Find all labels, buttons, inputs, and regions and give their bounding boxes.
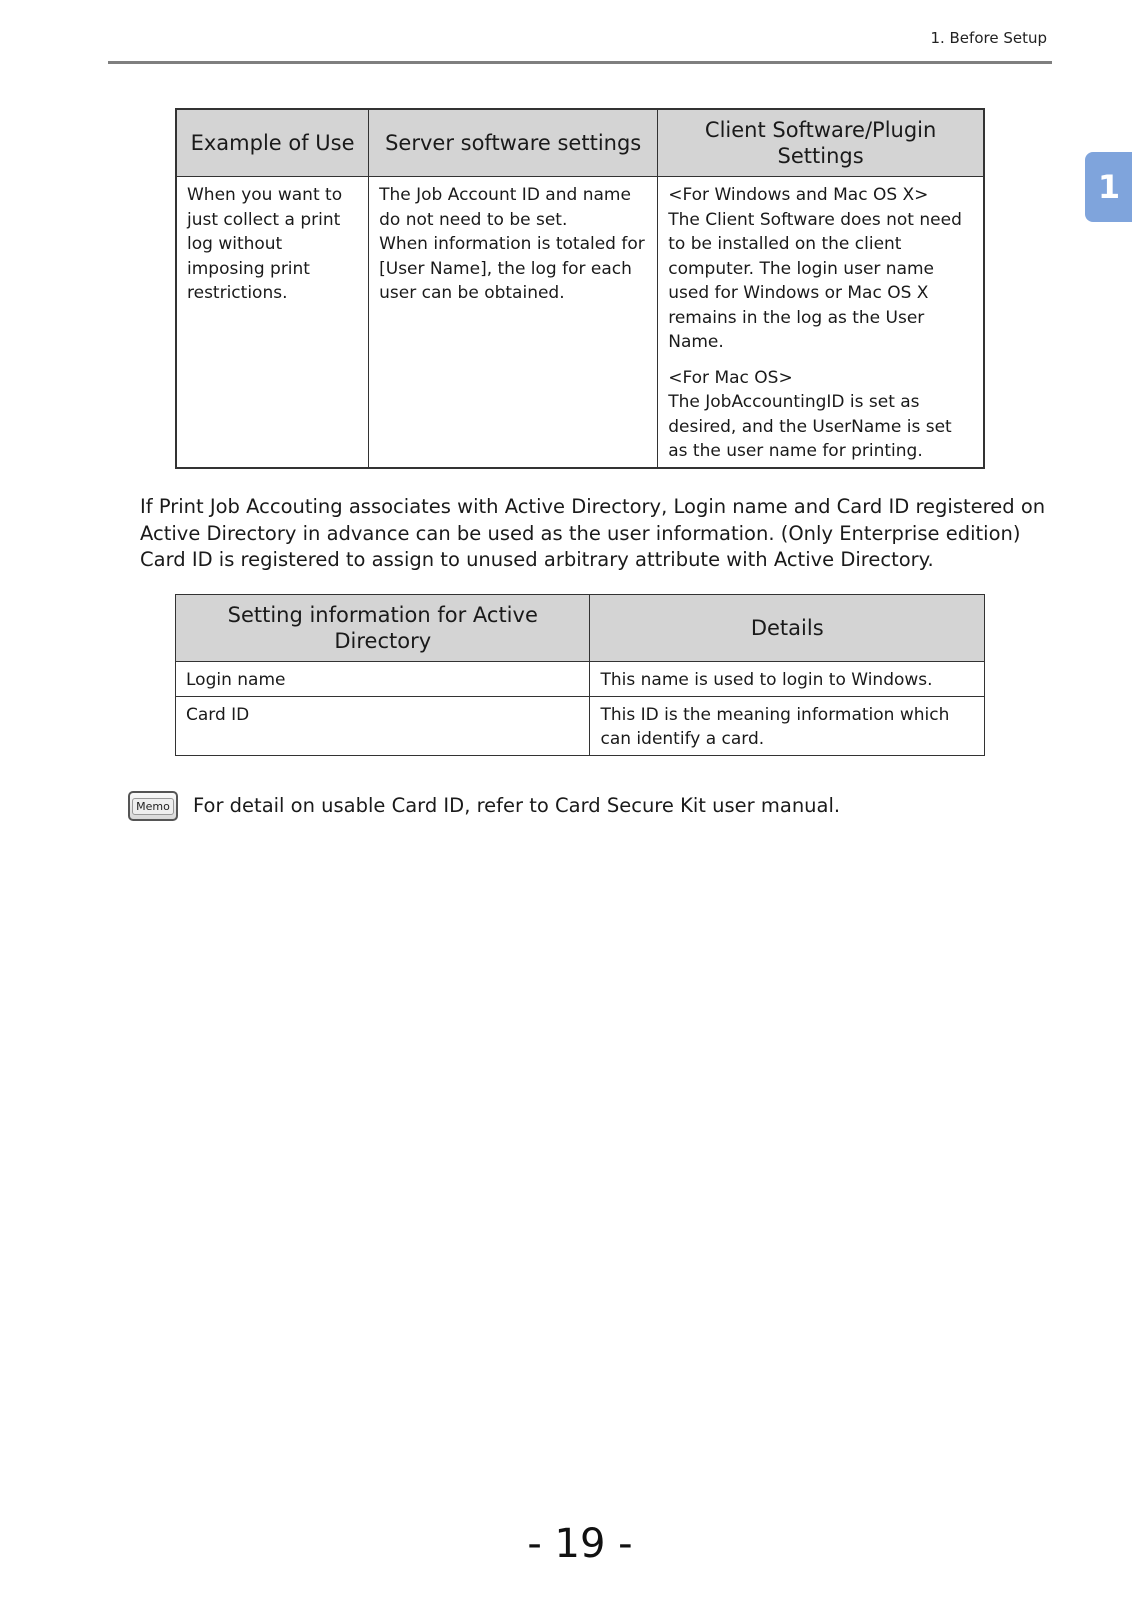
column-header-setting: Setting information for Active Directory <box>176 595 590 662</box>
page-number: - 19 - <box>527 1521 633 1567</box>
paragraph-line-1: If Print Job Accouting associates with Active Directory, Login name and Card ID registered on <box>140 495 1046 518</box>
paragraph-line-3: Card ID is registered to assign to unused arbitrary attribute with Active Directory. <box>140 548 934 571</box>
header-rule <box>108 61 1052 64</box>
cell-setting: Card ID <box>176 696 590 755</box>
memo-text: For detail on usable Card ID, refer to Card Secure Kit user manual. <box>193 794 841 817</box>
cell-setting: Login name <box>176 662 590 697</box>
column-header-details: Details <box>590 595 985 662</box>
running-header: 1. Before Setup <box>930 29 1047 47</box>
usage-table-header-row <box>176 109 984 177</box>
cell-example-of-use <box>176 177 369 468</box>
table-row <box>176 177 984 468</box>
column-header-example: Example of Use <box>176 109 369 177</box>
cell-details: This name is used to login to Windows. <box>590 662 985 697</box>
cell-details: This ID is the meaning information which can identify a card. <box>590 696 985 755</box>
table-row <box>176 662 985 697</box>
client-windows-block <box>668 183 973 355</box>
cell-server-settings <box>369 177 658 468</box>
client-mac-block <box>668 366 973 464</box>
active-directory-paragraph <box>140 494 1060 574</box>
chapter-tab: 1 <box>1085 152 1132 222</box>
example-text: When you want to just collect a print log without imposing print restrictions. <box>187 185 343 303</box>
client-windows-heading: <For Windows and Mac OS X> <box>668 185 929 205</box>
client-windows-text: The Client Software does not need to be installed on the client computer. The login user name used for Windows or Mac OS X remains in the log as the User Name. <box>668 209 962 352</box>
active-directory-table <box>175 594 985 756</box>
paragraph-line-2: Active Directory in advance can be used as the user information. (Only Enterprise edition) <box>140 521 1021 545</box>
client-mac-heading: <For Mac OS> <box>668 367 793 388</box>
cell-client-settings <box>658 177 984 468</box>
client-mac-text: The JobAccountingID is set as desired, and the UserName is set as the user name for printing. <box>668 392 952 461</box>
server-text-line-2: When information is totaled for [User Name], the log for each user can be obtained. <box>379 234 645 303</box>
usage-table <box>175 108 985 469</box>
column-header-client: Client Software/Plugin Settings <box>658 109 984 177</box>
ad-table-header-row <box>176 595 985 662</box>
memo-icon-label: Memo <box>132 798 174 815</box>
column-header-server: Server software settings <box>369 109 658 177</box>
table-row <box>176 696 985 755</box>
memo-icon <box>128 791 178 821</box>
server-text-line-1: The Job Account ID and name do not need to be set. <box>379 185 631 230</box>
